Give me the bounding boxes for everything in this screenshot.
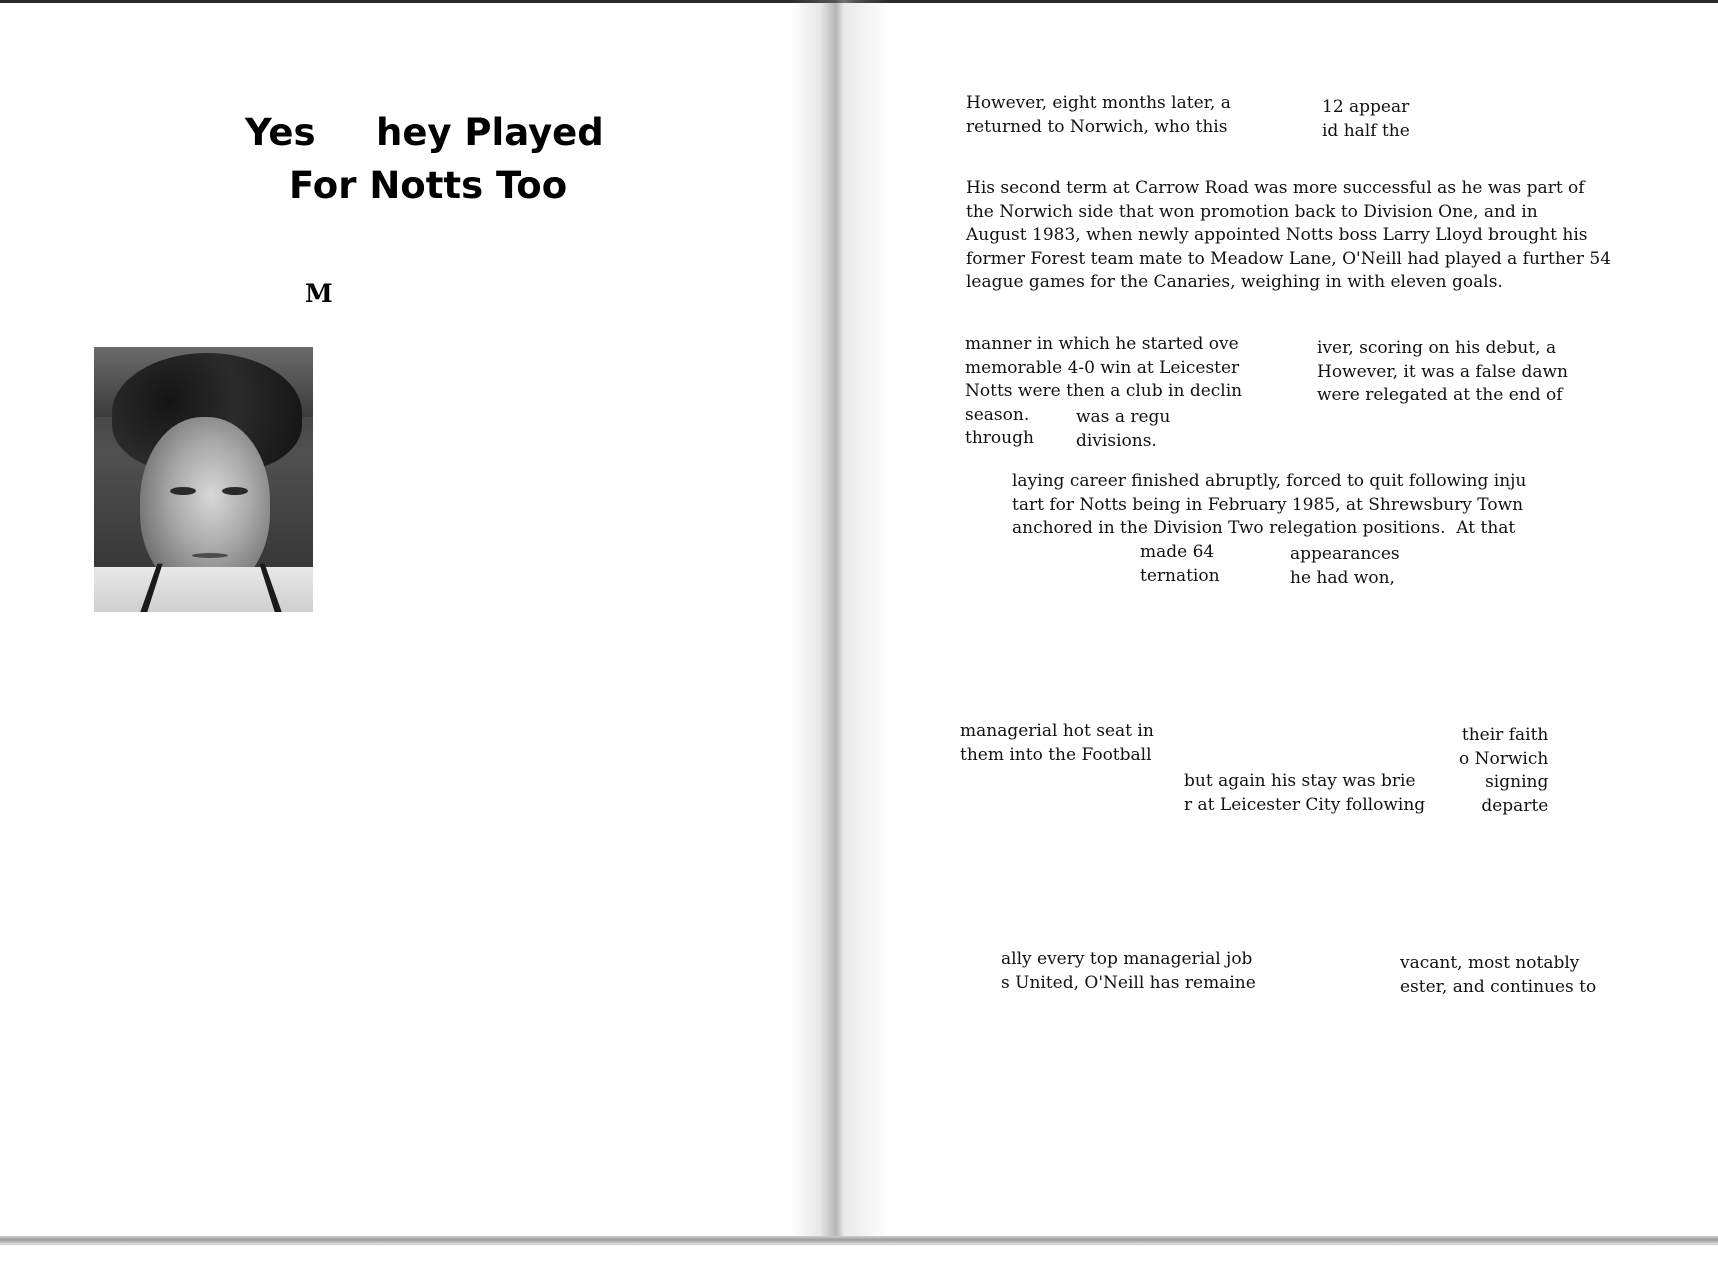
text-line: signing (1485, 772, 1549, 792)
book-gutter-shadow (790, 0, 890, 1275)
top-text-col1 (966, 92, 1231, 139)
photo-right-eye (222, 487, 248, 495)
text-line: season. (965, 404, 1030, 425)
paragraph-career-end (1012, 470, 1526, 541)
player-portrait-photo (94, 347, 313, 612)
paragraph-career-end-col1 (1140, 541, 1220, 588)
text-line: departe (1481, 795, 1549, 816)
text-line: ternation (1140, 565, 1220, 586)
paragraph-management-col3 (1459, 724, 1548, 818)
text-line: ester, and continues to (1400, 976, 1597, 997)
paragraph-later-col2 (1400, 952, 1596, 999)
text-line: the Norwich side that won promotion back to Division One, and in (966, 201, 1538, 222)
top-text-col2 (1322, 96, 1410, 143)
text-line: but again his stay was brie (1184, 771, 1416, 791)
page-bottom-edge (0, 1236, 1718, 1275)
text-line: through (965, 428, 1034, 448)
text-line: them into the Football (960, 744, 1152, 765)
article-title-part2: hey Played (376, 111, 604, 154)
text-line: returned to Norwich, who this (966, 116, 1228, 137)
text-line: iver, scoring on his debut, a (1317, 338, 1557, 358)
text-line: r at Leicester City following (1184, 794, 1426, 815)
text-line: was a regu (1076, 407, 1171, 427)
text-line: vacant, most notably (1400, 953, 1580, 973)
paragraph-career-end-col2 (1290, 543, 1400, 590)
text-line: were relegated at the end of (1317, 385, 1563, 405)
paragraph-second-term (966, 177, 1611, 295)
paragraph-later-col1 (1001, 948, 1256, 995)
text-line: appearances (1290, 544, 1400, 564)
text-line: laying career finished abruptly, forced to quit following inju (1012, 471, 1527, 491)
text-line: id half the (1322, 120, 1410, 141)
text-line: league games for the Canaries, weighing in with eleven goals. (966, 272, 1503, 292)
text-line: managerial hot seat in (960, 721, 1154, 741)
player-name-initial: M (305, 279, 333, 308)
text-line: anchored in the Division Two relegation positions. At that (1012, 518, 1516, 538)
photo-mouth (192, 553, 228, 558)
text-line: their faith (1461, 725, 1549, 745)
text-line: However, it was a false dawn (1317, 361, 1568, 382)
text-line: tart for Notts being in February 1985, at Shrewsbury Town (1012, 494, 1524, 515)
paragraph-debut-col1b (1076, 406, 1170, 453)
text-line: August 1983, when newly appointed Notts boss Larry Lloyd brought his (966, 225, 1588, 245)
text-line: ally every top managerial job (1001, 949, 1253, 969)
photo-left-eye (170, 487, 196, 495)
text-line: memorable 4-0 win at Leicester (965, 357, 1240, 378)
text-line: 12 appear (1322, 97, 1410, 117)
article-title-part1: Yes (245, 111, 316, 154)
paragraph-management-col1 (960, 720, 1154, 767)
text-line: former Forest team mate to Meadow Lane, O'Neill had played a further 54 (966, 248, 1612, 269)
text-line: Notts were then a club in declin (965, 381, 1243, 401)
article-title-line2: For Notts Too (289, 164, 568, 207)
text-line: he had won, (1290, 567, 1395, 588)
text-line: However, eight months later, a (966, 93, 1231, 113)
text-line: divisions. (1076, 430, 1157, 451)
text-line: made 64 (1140, 542, 1215, 562)
paragraph-management-mid (1184, 770, 1425, 817)
paragraph-debut-col2 (1317, 337, 1568, 408)
text-line: s United, O'Neill has remaine (1001, 972, 1256, 993)
text-line: His second term at Carrow Road was more successful as he was part of (966, 178, 1585, 198)
text-line: manner in which he started ove (965, 334, 1239, 354)
photo-shirt-collar (140, 564, 281, 612)
text-line: o Norwich (1459, 748, 1549, 769)
